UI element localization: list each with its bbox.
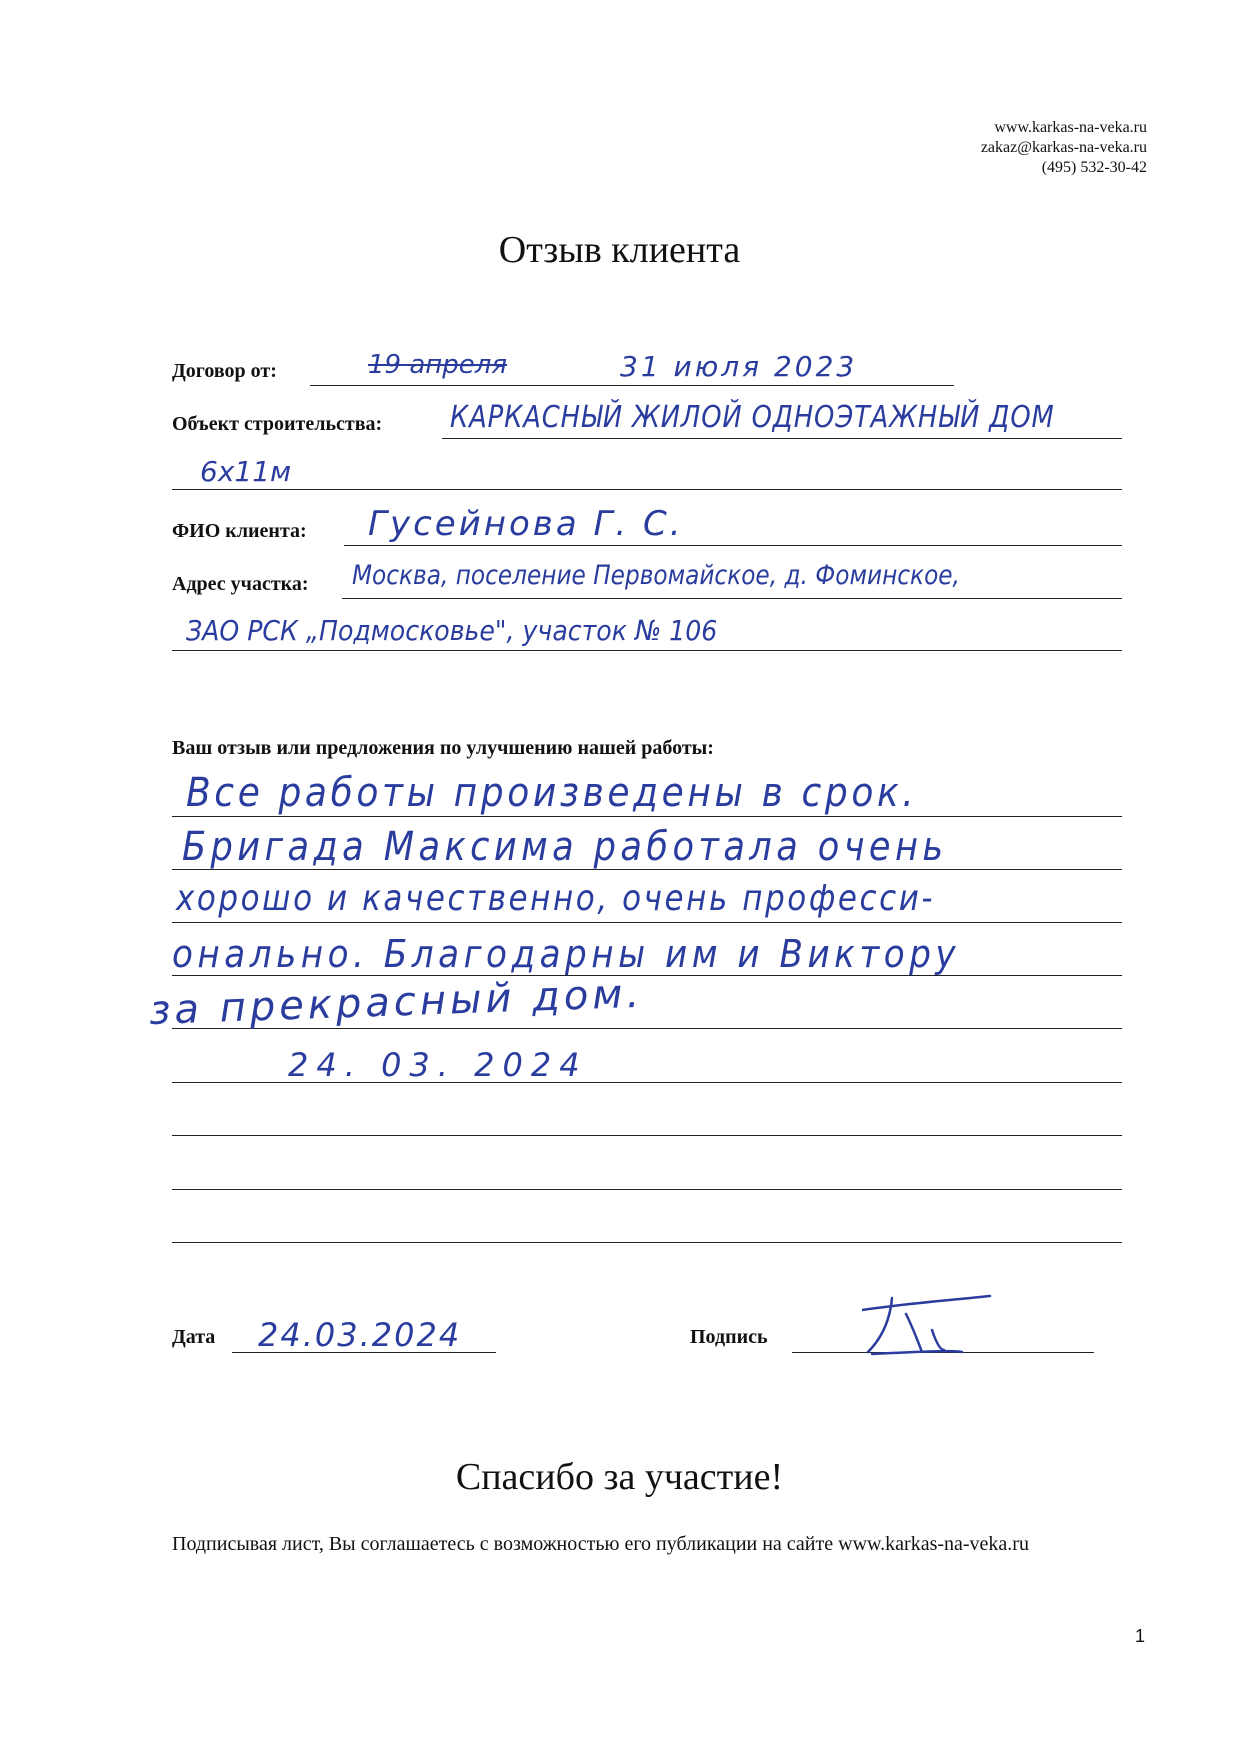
email-text: zakaz@karkas-na-veka.ru <box>980 139 1147 156</box>
signature-label: Подпись <box>690 1326 768 1348</box>
address-line-1 <box>342 598 1122 599</box>
website-text: www.karkas-na-veka.ru <box>994 119 1147 136</box>
review-line-9 <box>172 1242 1122 1243</box>
review-date: 24. 03. 2024 <box>288 1046 588 1084</box>
object-label: Объект строительства: <box>172 413 383 435</box>
company-contacts <box>981 118 1147 178</box>
review-text-line: Бригада Максима работала очень <box>182 824 948 870</box>
review-line-8 <box>172 1189 1122 1190</box>
client-name: Гусейнова Г. С. <box>368 504 684 544</box>
object-value-line2: 6х11м <box>200 455 292 488</box>
contract-label: Договор от: <box>172 360 277 382</box>
review-text-line: онально. Благодарны им и Виктору <box>172 932 961 976</box>
review-line-1 <box>172 816 1122 817</box>
review-text-line: Все работы произведены в срок. <box>186 770 918 816</box>
review-line-7 <box>172 1135 1122 1136</box>
review-label: Ваш отзыв или предложения по улучшению нашей работы: <box>172 737 714 759</box>
object-line-2 <box>172 489 1122 490</box>
contract-date: 31 июля 2023 <box>620 350 858 383</box>
thanks-heading: Спасибо за участие! <box>455 1456 784 1498</box>
address-value-line1: Москва, поселение Первомайское, д. Фоминское, <box>352 560 960 591</box>
contract-struck-date: 19 апреля <box>368 350 508 380</box>
client-line <box>344 545 1122 546</box>
signature-mark <box>862 1290 1002 1360</box>
contract-line <box>310 385 954 386</box>
review-line-3 <box>172 922 1122 923</box>
object-value-line1: КАРКАСНЫЙ ЖИЛОЙ ОДНОЭТАЖНЫЙ ДОМ <box>450 400 1055 435</box>
review-text-line: за прекрасный дом. <box>148 970 644 1034</box>
object-line-1 <box>442 438 1122 439</box>
phone-text: (495) 532-30-42 <box>1041 159 1147 176</box>
date-value: 24.03.2024 <box>258 1316 462 1354</box>
consent-text: Подписывая лист, Вы соглашаетесь с возможностью его публикации на сайте www.karkas-na-veka.ru <box>172 1533 1029 1555</box>
address-value-line2: ЗАО РСК „Подмосковье", участок № 106 <box>186 614 718 647</box>
page-title: Отзыв клиента <box>498 229 741 271</box>
address-label: Адрес участка: <box>172 573 309 595</box>
client-label: ФИО клиента: <box>172 520 307 542</box>
date-label: Дата <box>172 1326 216 1348</box>
page-number: 1 <box>1134 1626 1145 1646</box>
address-line-2 <box>172 650 1122 651</box>
review-text-line: хорошо и качественно, очень професси- <box>176 878 936 919</box>
